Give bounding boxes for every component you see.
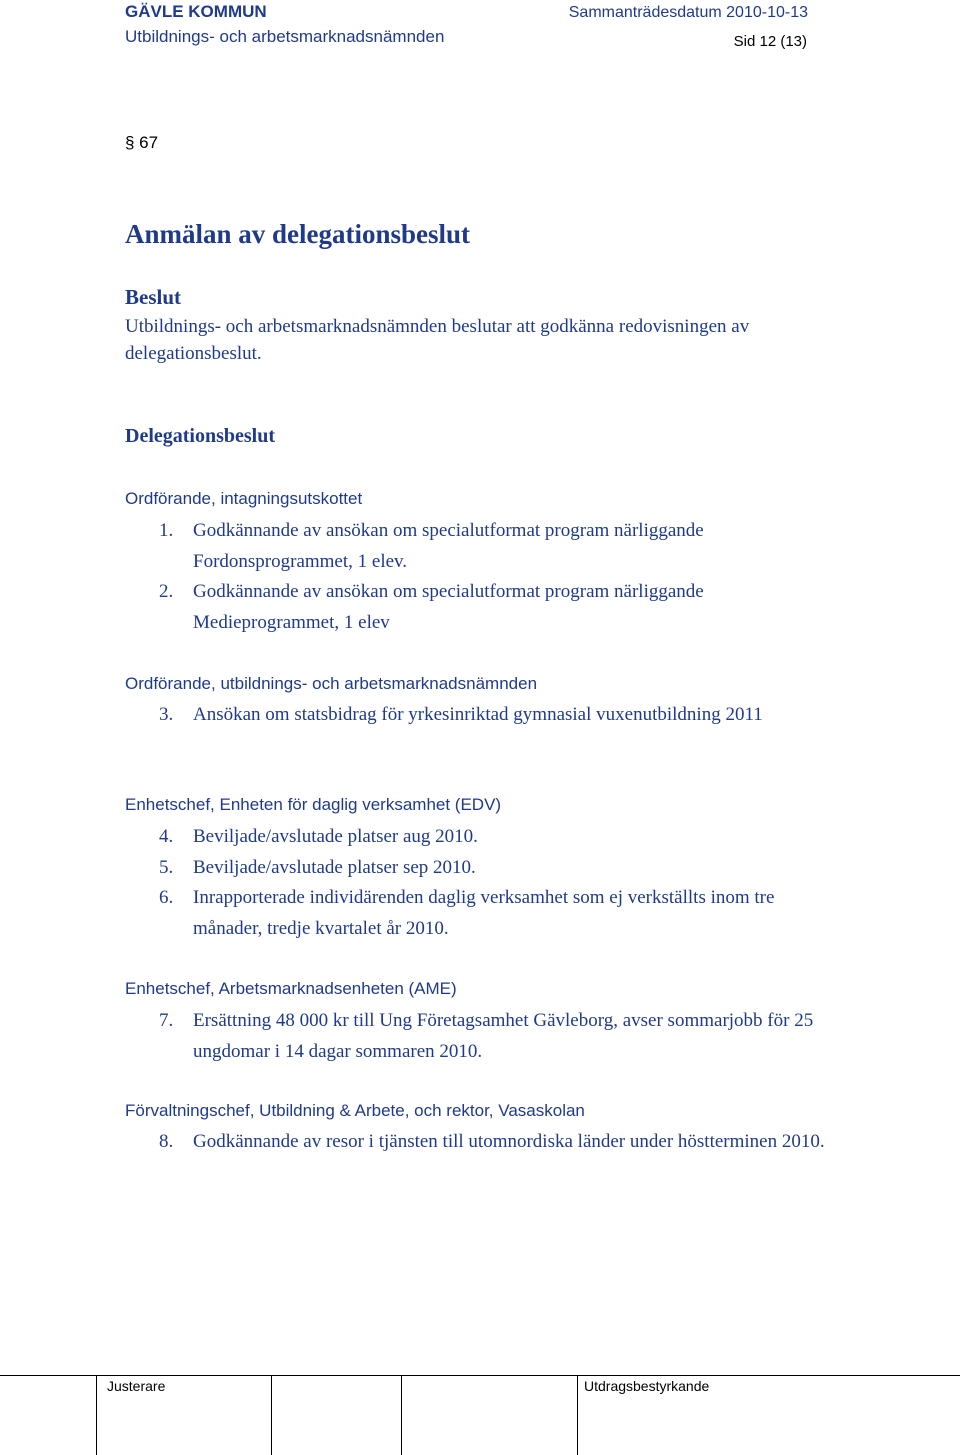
beslut-text: Utbildnings- och arbetsmarknadsnämnden beslutar att godkänna redovisningen av delegationsbeslut.	[125, 316, 750, 364]
item-number: 5.	[159, 857, 174, 878]
footer-divider	[0, 1375, 960, 1376]
item-number: 6.	[159, 887, 174, 908]
footer-divider	[577, 1375, 578, 1455]
beslut-heading: Beslut	[125, 285, 182, 309]
item-number: 1.	[159, 520, 174, 541]
item-text: Godkännande av ansökan om specialutformat program närliggande Fordonsprogrammet, 1 elev.	[193, 520, 704, 572]
item-text: Beviljade/avslutade platser sep 2010.	[193, 857, 476, 878]
meeting-date: Sammanträdesdatum 2010-10-13	[568, 4, 808, 21]
board-name: Utbildnings- och arbetsmarknadsnämnden	[125, 27, 445, 46]
paragraph-number: § 67	[125, 133, 159, 152]
footer-divider	[401, 1375, 402, 1455]
item-text: Ersättning 48 000 kr till Ung Företagsamhet Gävleborg, avser sommarjobb för 25 ungdomar i 14 dagar sommaren 2010.	[193, 1010, 814, 1062]
section-title: Ordförande, intagningsutskottet	[125, 489, 363, 508]
footer-utdrag-label: Utdragsbestyrkande	[584, 1378, 710, 1394]
item-number: 2.	[159, 581, 174, 602]
item-text: Inrapporterade individärenden daglig verksamhet som ej verkställts inom tre månader, tredje kvartalet år 2010.	[193, 887, 775, 939]
section-title: Enhetschef, Enheten för daglig verksamhet (EDV)	[125, 795, 502, 814]
footer-justerare-label: Justerare	[107, 1378, 166, 1394]
delegationsbeslut-heading: Delegationsbeslut	[125, 425, 275, 447]
item-number: 7.	[159, 1010, 174, 1031]
item-number: 4.	[159, 826, 174, 847]
item-text: Godkännande av resor i tjänsten till utomnordiska länder under höstterminen 2010.	[193, 1131, 825, 1152]
item-number: 3.	[159, 704, 174, 725]
footer-divider	[96, 1375, 97, 1455]
section-title: Enhetschef, Arbetsmarknadsenheten (AME)	[125, 979, 457, 998]
item-number: 8.	[159, 1131, 174, 1152]
page-number: Sid 12 (13)	[733, 33, 807, 50]
item-text: Ansökan om statsbidrag för yrkesinriktad gymnasial vuxenutbildning 2011	[193, 704, 763, 725]
page-title: Anmälan av delegationsbeslut	[125, 219, 471, 249]
section-title: Förvaltningschef, Utbildning & Arbete, och rektor, Vasaskolan	[125, 1101, 585, 1120]
item-text: Godkännande av ansökan om specialutformat program närliggande Medieprogrammet, 1 elev	[193, 581, 704, 633]
organization-name: GÄVLE KOMMUN	[125, 2, 267, 21]
item-text: Beviljade/avslutade platser aug 2010.	[193, 826, 478, 847]
footer-divider	[271, 1375, 272, 1455]
section-title: Ordförande, utbildnings- och arbetsmarknadsnämnden	[125, 674, 538, 693]
